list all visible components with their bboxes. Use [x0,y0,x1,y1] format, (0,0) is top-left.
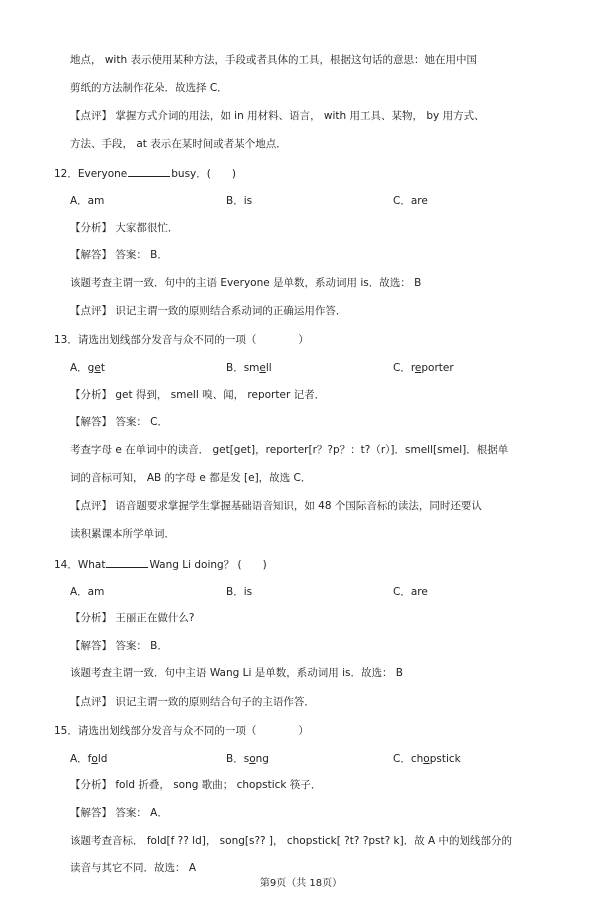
q13-option-b: B．smell [226,362,272,374]
q12-option-a: A．am [70,195,105,207]
question-12-stem: 12．Everyone busy．( ) [54,168,236,180]
q15-option-b: B．song [226,753,269,765]
intro-comment-2: 方法、手段， at 表示在某时间或者某个地点． [70,138,287,150]
q13-explanation-2: 词的音标可知， AB 的字母 e 都是发 [e]，故选 C． [70,472,312,484]
q15-answer: 【解答】 答案： A． [70,807,168,819]
q13-comment-1: 【点评】 语音题要求掌握学生掌握基础语音知识，如 48 个国际音标的读法，同时还要认 [70,500,482,512]
q15-analysis: 【分析】 fold 折叠， song 歌曲； chopstick 筷子． [70,779,322,791]
q12-option-b: B．is [226,195,253,207]
q13-explanation-1: 考查字母 e 在单词中的读音． get[get]，reporter[r？?p？：t?（r）]．smell[smel]．根据单 [70,444,509,456]
q12-analysis: 【分析】 大家都很忙． [70,222,179,234]
q14-answer: 【解答】 答案： B． [70,640,168,652]
question-13-stem: 13．请选出划线部分发音与众不同的一项（ ） [54,334,309,346]
q15-explanation-1: 该题考查音标． fold[f ?? ld]， song[s?? ]， chopstick[ ?t? ?pst? k]．故 A 中的划线部分的 [70,835,513,847]
q14-comment: 【点评】 识记主谓一致的原则结合句子的主语作答． [70,696,315,708]
question-15-stem: 15．请选出划线部分发音与众不同的一项（ ） [54,725,309,737]
q13-analysis: 【分析】 get 得到， smell 嗅、闻， reporter 记者． [70,389,326,401]
q13-option-c: C．reporter [393,362,454,374]
q13-option-a: A．get [70,362,105,374]
q12-comment: 【点评】 识记主谓一致的原则结合系动词的正确运用作答． [70,305,347,317]
answer-blank [128,166,170,177]
intro-line-1: 地点， with 表示使用某种方法，手段或者具体的工具，根据这句话的意思：她在用中国 [70,54,477,66]
q14-option-c: C．are [393,586,428,598]
intro-comment-1: 【点评】 掌握方式介词的用法，如 in 用材料、语言， with 用工具、某物， by 用方式、 [70,110,485,122]
q14-explanation: 该题考查主谓一致．句中主语 Wang Li 是单数，系动词用 is．故选： B [70,667,404,679]
page-footer: 第9页（共 18页） [259,878,343,889]
q14-analysis: 【分析】 王丽正在做什么? [70,612,195,624]
q12-answer: 【解答】 答案： B． [70,249,168,261]
answer-blank [106,557,148,568]
q15-option-c: C．chopstick [393,753,461,765]
q15-option-a: A．fold [70,753,108,765]
q13-comment-2: 读积累课本所学单词． [70,528,175,540]
q15-explanation-2: 读音与其它不同．故选： A [70,862,197,874]
intro-line-2: 剪纸的方法制作花朵．故选择 C． [70,82,228,94]
q12-option-c: C．are [393,195,428,207]
q12-explanation: 该题考查主谓一致．句中的主语 Everyone 是单数，系动词用 is．故选： B [70,277,422,289]
q13-answer: 【解答】 答案： C． [70,416,169,428]
q14-option-a: A．am [70,586,105,598]
question-14-stem: 14．What Wang Li doing？ ( ) [54,559,267,571]
q14-option-b: B．is [226,586,253,598]
